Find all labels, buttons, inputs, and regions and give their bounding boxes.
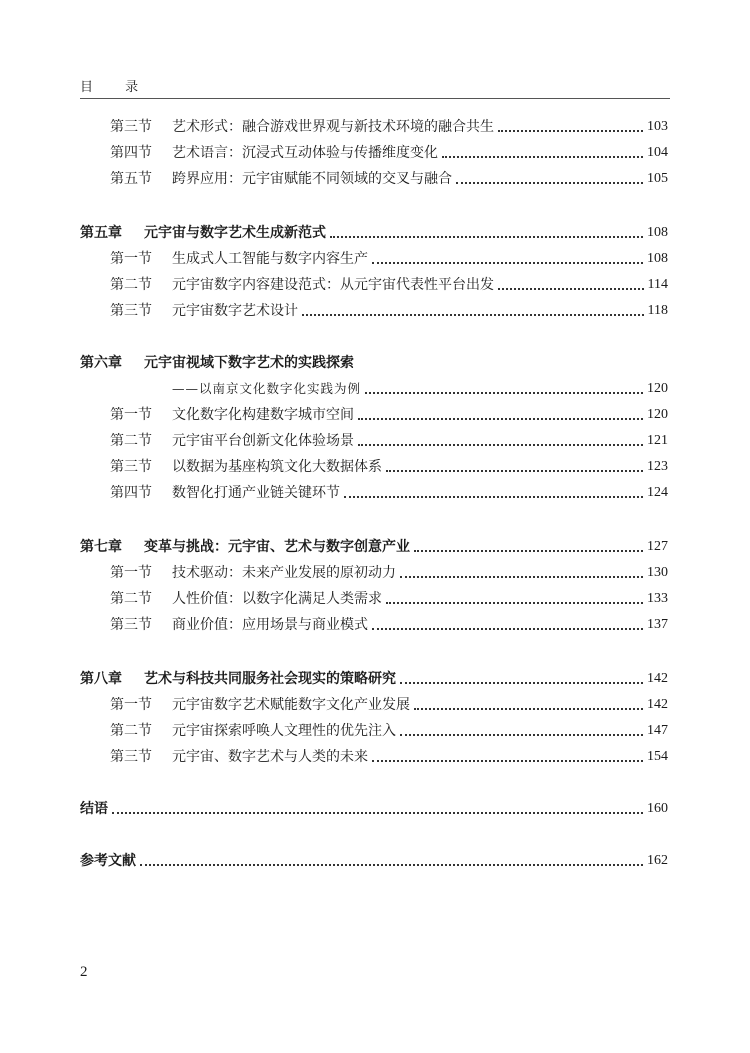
toc-entry-number: 第二节 [110, 433, 152, 449]
toc-section-entry[interactable] [110, 402, 668, 424]
leader-dots [400, 681, 643, 684]
toc-entry-page: 147 [647, 723, 668, 738]
leader-dots [372, 261, 643, 264]
toc-entry-page: 118 [647, 303, 668, 318]
leader-dots [414, 707, 643, 710]
leader-dots [386, 469, 643, 472]
toc-entry-title: 艺术形式：融合游戏世界观与新技术环境的融合共生 [172, 119, 494, 135]
leader-dots [442, 155, 643, 158]
toc-entry-title: 元宇宙视域下数字艺术的实践探索 [144, 355, 354, 371]
toc-section-entry[interactable] [172, 376, 668, 398]
leader-dots [358, 417, 643, 420]
toc-entry-number: 第三节 [110, 119, 152, 135]
toc-section-entry[interactable] [110, 246, 668, 268]
toc-entry-title: 生成式人工智能与数字内容生产 [172, 251, 368, 267]
toc-entry-title: 结语 [80, 801, 108, 817]
toc-entry-number: 第六章 [80, 355, 122, 371]
header-title: 目 录 [80, 80, 153, 95]
toc-entry-number: 第三节 [110, 749, 152, 765]
leader-dots [414, 549, 643, 552]
toc-entry-page: 103 [647, 119, 668, 134]
toc-entry-title: 商业价值：应用场景与商业模式 [172, 617, 368, 633]
toc-entry-title: 技术驱动：未来产业发展的原初动力 [172, 565, 396, 581]
toc-entry-page: 120 [647, 381, 668, 396]
toc-section-entry[interactable] [110, 612, 668, 634]
toc-entry-number: 第八章 [80, 671, 122, 687]
leader-dots [358, 443, 643, 446]
toc-entry-title: 参考文献 [80, 853, 136, 869]
toc-entry-page: 120 [647, 407, 668, 422]
toc-entry-title: 元宇宙与数字艺术生成新范式 [144, 225, 326, 241]
page-number: 2 [80, 964, 88, 980]
toc-entry-title: 数智化打通产业链关键环节 [172, 485, 340, 501]
toc-entry-page: 154 [647, 749, 668, 764]
leader-dots [400, 733, 643, 736]
toc-entry-page: 137 [647, 617, 668, 632]
toc-entry-title: 跨界应用：元宇宙赋能不同领域的交叉与融合 [172, 171, 452, 187]
toc-entry-page: 114 [647, 277, 668, 292]
toc-entry-number: 第三节 [110, 303, 152, 319]
toc-section-entry[interactable] [110, 718, 668, 740]
leader-dots [498, 129, 643, 132]
leader-dots [302, 313, 644, 316]
toc-section-entry[interactable] [110, 454, 668, 476]
toc-entry-title: 变革与挑战：元宇宙、艺术与数字创意产业 [144, 539, 410, 555]
toc-entry-title: 艺术与科技共同服务社会现实的策略研究 [144, 671, 396, 687]
leader-dots [112, 811, 643, 814]
toc-entry-title: 元宇宙探索呼唤人文理性的优先注入 [172, 723, 396, 739]
toc-entry-number: 第二节 [110, 591, 152, 607]
toc-entry-title: 以数据为基座构筑文化大数据体系 [172, 459, 382, 475]
leader-dots [344, 495, 643, 498]
toc-entry-title: 文化数字化构建数字城市空间 [172, 407, 354, 423]
toc-entry-number: 第一节 [110, 407, 152, 423]
toc-entry-title: 元宇宙、数字艺术与人类的未来 [172, 749, 368, 765]
toc-entry-number: 第二节 [110, 277, 152, 293]
toc-entry-page: 160 [647, 801, 668, 816]
leader-dots [140, 863, 643, 866]
toc-entry-page: 124 [647, 485, 668, 500]
toc-entry-number: 第一节 [110, 565, 152, 581]
leader-dots [498, 287, 644, 290]
toc-entry-page: 142 [647, 671, 668, 686]
toc-entry-page: 123 [647, 459, 668, 474]
toc-entry-number: 第七章 [80, 539, 122, 555]
toc-entry-page: 108 [647, 225, 668, 240]
toc-entry-title: 艺术语言：沉浸式互动体验与传播维度变化 [172, 145, 438, 161]
toc-entry-page: 162 [647, 853, 668, 868]
toc-section-entry[interactable] [110, 480, 668, 502]
toc-chapter-entry[interactable] [80, 848, 668, 870]
toc-entry-title: 元宇宙数字艺术赋能数字文化产业发展 [172, 697, 410, 713]
leader-dots [372, 759, 643, 762]
toc-entry-title: 元宇宙数字艺术设计 [172, 303, 298, 319]
toc-section-entry[interactable] [110, 692, 668, 714]
toc-entry-page: 108 [647, 251, 668, 266]
leader-dots [330, 235, 643, 238]
toc-entry-page: 104 [647, 145, 668, 160]
toc-entry-number: 第三节 [110, 459, 152, 475]
leader-dots [365, 391, 643, 394]
toc-entry-page: 121 [647, 433, 668, 448]
leader-dots [372, 627, 643, 630]
toc-entry-title: 人性价值：以数字化满足人类需求 [172, 591, 382, 607]
toc-section-entry[interactable] [110, 744, 668, 766]
toc-entry-title: ——以南京文化数字化实践为例 [172, 381, 362, 396]
toc-chapter-entry[interactable] [80, 220, 668, 242]
toc-entry-number: 第四节 [110, 145, 152, 161]
toc-section-entry[interactable] [110, 140, 668, 162]
toc-entry-number: 第二节 [110, 723, 152, 739]
toc-entry-page: 130 [647, 565, 668, 580]
toc-section-entry[interactable] [110, 298, 668, 320]
toc-entry-number: 第五章 [80, 225, 122, 241]
leader-dots [456, 181, 643, 184]
toc-entry-page: 133 [647, 591, 668, 606]
toc-entry-number: 第三节 [110, 617, 152, 633]
toc-entry-title: 元宇宙数字内容建设范式：从元宇宙代表性平台出发 [172, 277, 494, 293]
toc-entry-number: 第一节 [110, 251, 152, 267]
toc-entry-page: 127 [647, 539, 668, 554]
toc-section-entry[interactable] [110, 560, 668, 582]
toc-chapter-entry[interactable] [80, 534, 668, 556]
leader-dots [386, 601, 643, 604]
toc-section-entry[interactable] [110, 272, 668, 294]
toc-entry-page: 105 [647, 171, 668, 186]
toc-section-entry[interactable] [110, 428, 668, 450]
toc-entry-number: 第一节 [110, 697, 152, 713]
toc-entry-number: 第四节 [110, 485, 152, 501]
toc-chapter-entry[interactable] [80, 666, 668, 688]
toc-section-entry[interactable] [110, 114, 668, 136]
leader-dots [400, 575, 643, 578]
toc-section-entry[interactable] [110, 166, 668, 188]
running-header [80, 74, 670, 99]
toc-chapter-entry[interactable] [80, 796, 668, 818]
toc-entry-title: 元宇宙平台创新文化体验场景 [172, 433, 354, 449]
toc-chapter-entry[interactable] [80, 350, 668, 372]
toc-entry-number: 第五节 [110, 171, 152, 187]
toc-section-entry[interactable] [110, 586, 668, 608]
toc-entry-page: 142 [647, 697, 668, 712]
